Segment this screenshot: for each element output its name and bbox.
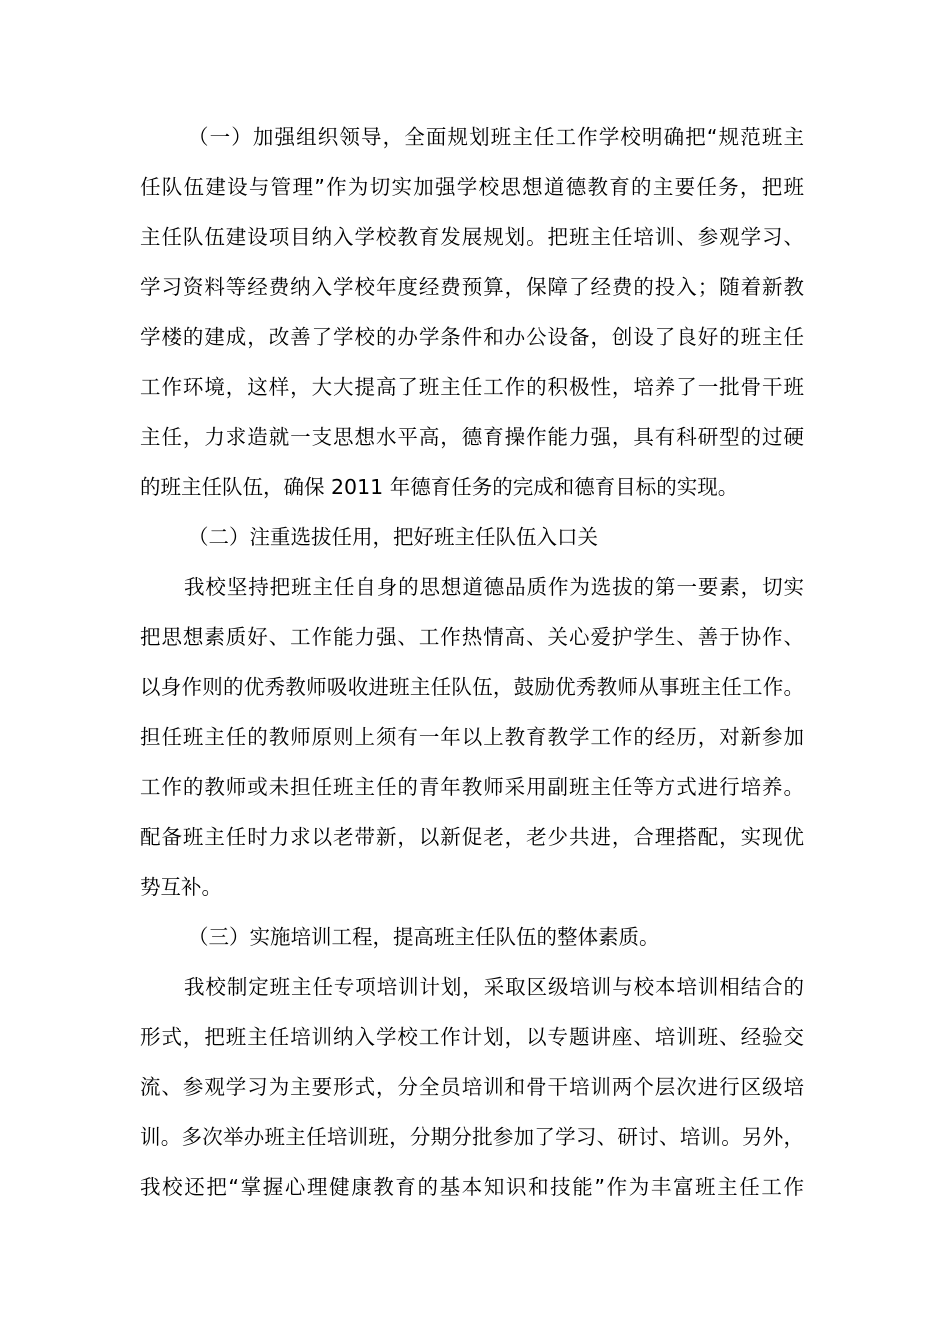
text-line: 学习资料等经费纳入学校年度经费预算，保障了经费的投入；随着新教 [140,275,804,299]
text-line: 学楼的建成，改善了学校的办学条件和办公设备，创设了良好的班主任 [140,325,804,349]
section-heading: （三）实施培训工程，提高班主任队伍的整体素质。 [188,925,660,949]
text-line: 工作环境，这样，大大提高了班主任工作的积极性，培养了一批骨干班 [140,375,804,399]
section-heading: （二）注重选拔任用，把好班主任队伍入口关 [188,525,598,549]
text-line: 我校还把“掌握心理健康教育的基本知识和技能”作为丰富班主任工作 [140,1175,804,1199]
text-line: 流、参观学习为主要形式，分全员培训和骨干培训两个层次进行区级培 [140,1075,804,1099]
text-line: 我校坚持把班主任自身的思想道德品质作为选拔的第一要素，切实 [184,575,804,599]
text-line: 工作的教师或未担任班主任的青年教师采用副班主任等方式进行培养。 [140,775,804,799]
text-line: 势互补。 [140,875,222,899]
text-line: 的班主任队伍，确保 2011 年德育任务的完成和德育目标的实现。 [140,475,739,499]
text-line: 配备班主任时力求以老带新，以新促老，老少共进，合理搭配，实现优 [140,825,804,849]
text-line: 担任班主任的教师原则上须有一年以上教育教学工作的经历，对新参加 [140,725,804,749]
text-line: 训。多次举办班主任培训班，分期分批参加了学习、研讨、培训。另外， [140,1125,804,1149]
text-line: 以身作则的优秀教师吸收进班主任队伍，鼓励优秀教师从事班主任工作。 [140,675,804,699]
text-line: 形式，把班主任培训纳入学校工作计划，以专题讲座、培训班、经验交 [140,1025,804,1049]
document-body [140,112,804,1212]
text-line: 把思想素质好、工作能力强、工作热情高、关心爱护学生、善于协作、 [140,625,804,649]
text-line: 我校制定班主任专项培训计划，采取区级培训与校本培训相结合的 [184,975,804,999]
text-line: （一）加强组织领导，全面规划班主任工作学校明确把“规范班主 [188,125,804,149]
text-line: 主任，力求造就一支思想水平高，德育操作能力强，具有科研型的过硬 [140,425,804,449]
text-line: 任队伍建设与管理”作为切实加强学校思想道德教育的主要任务，把班 [140,175,804,199]
text-line: 主任队伍建设项目纳入学校教育发展规划。把班主任培训、参观学习、 [140,225,804,249]
